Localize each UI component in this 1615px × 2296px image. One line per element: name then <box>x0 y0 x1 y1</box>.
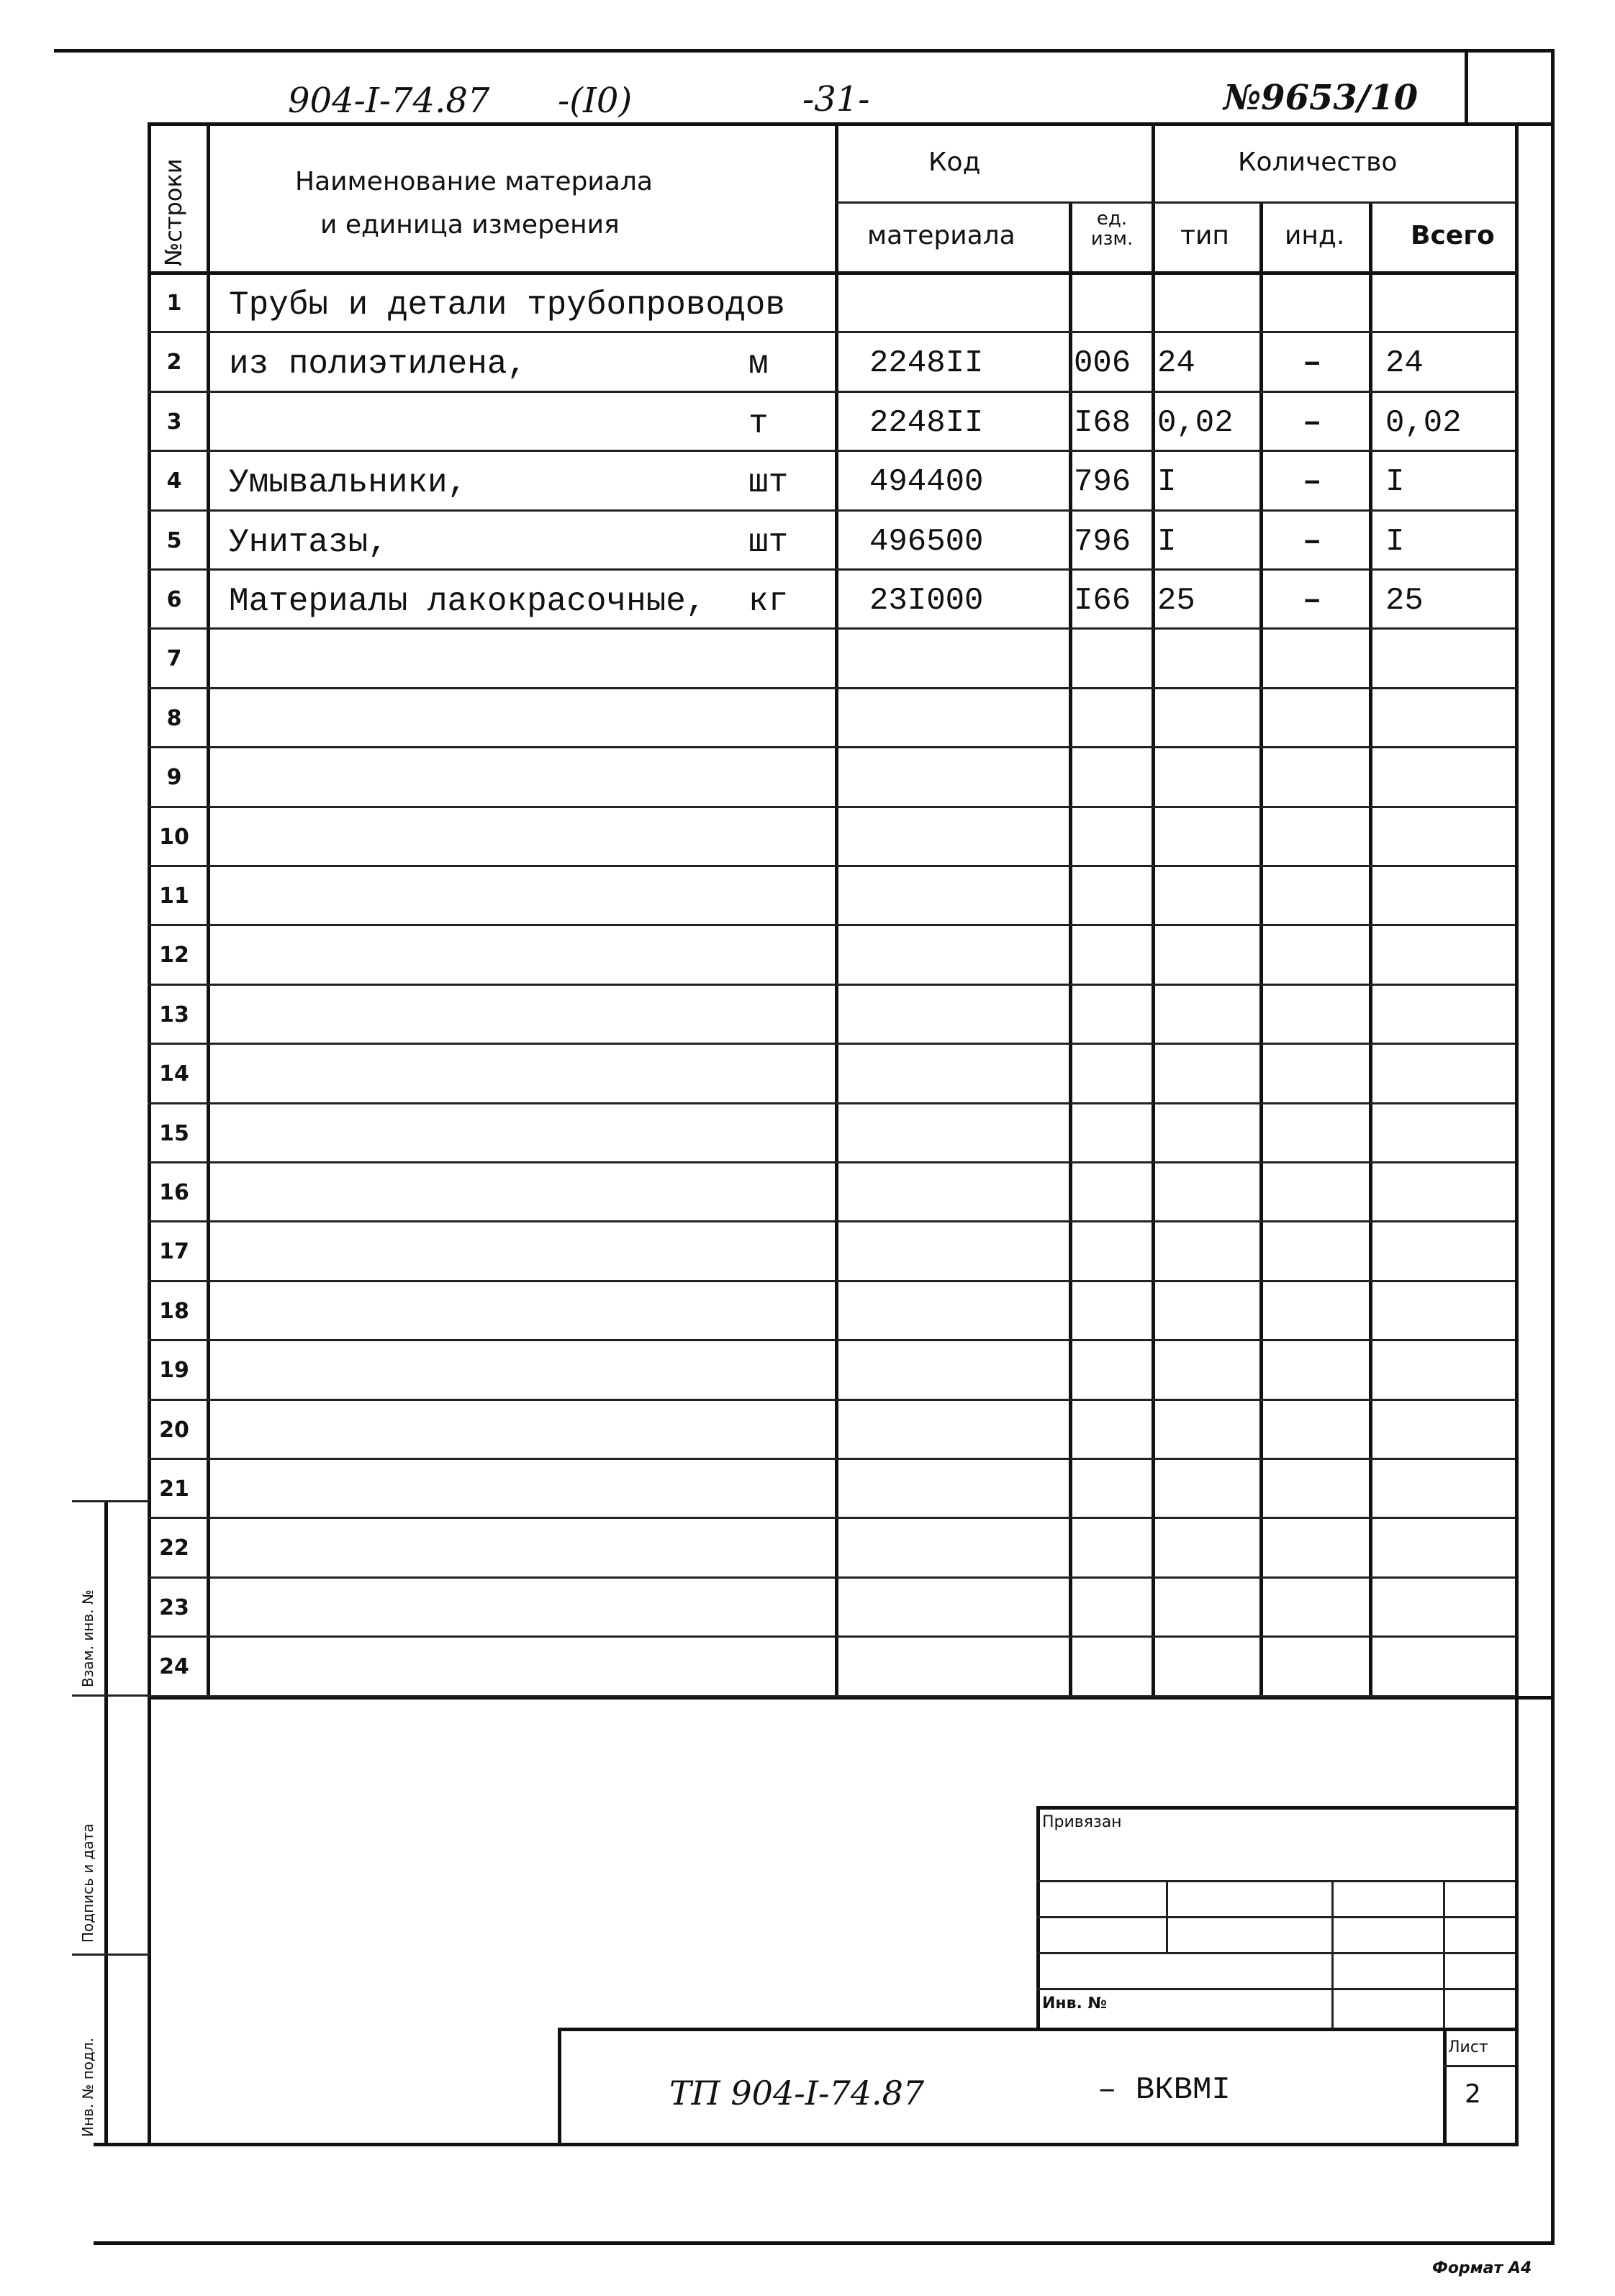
table-row <box>0 748 1615 807</box>
cell-n: 2 <box>166 350 182 376</box>
format-label: Формат А4 <box>1432 2259 1532 2277</box>
cell-n: 9 <box>166 765 182 791</box>
sheet-number: 2 <box>1465 2079 1481 2109</box>
sheet-box-left <box>1443 2028 1447 2144</box>
cell-total: 0,02 <box>1385 404 1462 441</box>
col-qty-type: тип <box>1180 221 1229 250</box>
cell-type: 0,02 <box>1157 404 1234 441</box>
stamp-col-3 <box>1443 1880 1445 2029</box>
cell-code: 23I000 <box>869 583 984 619</box>
cell-n: 12 <box>159 943 189 968</box>
col-name-line1: Наименование материала <box>295 167 653 196</box>
cell-n: 24 <box>159 1654 189 1680</box>
cell-n: 6 <box>166 587 182 612</box>
cell-name: Умывальники, <box>229 464 468 502</box>
cell-unit: шт <box>748 464 789 502</box>
cell-ucode: 796 <box>1074 523 1131 560</box>
col-code-label: Код <box>928 148 981 177</box>
side-strip-top <box>72 1500 150 1502</box>
cell-n: 1 <box>166 291 182 316</box>
inv-label: Инв. № <box>1042 1995 1108 2013</box>
col-row-no-label: №строки <box>160 158 187 266</box>
cell-total: 24 <box>1385 345 1424 382</box>
title-block-left <box>558 2028 561 2144</box>
cell-type: 25 <box>1157 583 1195 619</box>
cell-code: 494400 <box>869 464 984 501</box>
stamp-col-2 <box>1331 1880 1334 2029</box>
table-row <box>0 925 1615 984</box>
table-row <box>0 511 1615 570</box>
cell-unit: м <box>748 345 769 384</box>
table-row <box>0 1400 1615 1459</box>
col-qty-label: Количество <box>1238 148 1398 177</box>
cell-ind: – <box>1303 345 1322 382</box>
page-number: -31- <box>802 79 870 119</box>
table-row <box>0 1104 1615 1163</box>
stamp-title-suffix: – ВКВМI <box>1098 2072 1231 2108</box>
col-qty-total: Всего <box>1411 221 1495 250</box>
col-qty-ind: инд. <box>1285 221 1345 250</box>
cell-type: 24 <box>1157 345 1195 382</box>
cell-n: 13 <box>159 1002 189 1027</box>
table-row <box>0 273 1615 332</box>
table-row <box>0 1163 1615 1222</box>
doc-code: 904-I-74.87 <box>288 81 490 121</box>
table-row <box>0 985 1615 1044</box>
table-row <box>0 629 1615 688</box>
title-block-top <box>558 2028 1515 2031</box>
table-row <box>0 392 1615 451</box>
cell-total: I <box>1385 523 1405 560</box>
row-divider <box>148 1695 1515 1697</box>
side-label-inv-orig: Инв. № подл. <box>79 2038 96 2137</box>
table-row <box>0 1222 1615 1281</box>
cell-n: 7 <box>166 646 182 672</box>
cell-name: Унитазы, <box>229 523 388 561</box>
stamp-title: ТП 904-I-74.87 <box>669 2074 925 2113</box>
cell-total: I <box>1385 464 1405 501</box>
cell-ucode: I68 <box>1074 404 1131 441</box>
cell-n: 19 <box>159 1358 189 1384</box>
top-right-box <box>1465 49 1468 122</box>
table-row <box>0 570 1615 629</box>
cell-name: Материалы лакокрасочные, <box>229 583 706 620</box>
table-row <box>0 1578 1615 1637</box>
reg-number: №9653/10 <box>1223 78 1419 118</box>
cell-n: 5 <box>166 527 182 553</box>
table-row <box>0 1637 1615 1696</box>
cell-n: 18 <box>159 1298 189 1324</box>
doc-suffix: -(I0) <box>558 81 633 121</box>
cell-n: 11 <box>159 884 189 909</box>
cell-n: 8 <box>166 705 182 731</box>
side-strip-div1 <box>72 1694 150 1697</box>
cell-name: Трубы и детали трубопроводов <box>229 286 785 324</box>
cell-unit: кг <box>748 583 789 620</box>
table-row <box>0 1518 1615 1577</box>
cell-n: 20 <box>159 1417 189 1443</box>
cell-n: 16 <box>159 1180 189 1205</box>
table-row <box>0 866 1615 925</box>
col-code-unit: ед. изм. <box>1090 208 1134 250</box>
cell-n: 23 <box>159 1594 189 1620</box>
cell-ind: – <box>1303 583 1322 619</box>
frame-bottom <box>94 2241 1555 2245</box>
table-row <box>0 332 1615 391</box>
table-row <box>0 689 1615 748</box>
cell-ucode: I66 <box>1074 583 1131 619</box>
cell-n: 17 <box>159 1239 189 1265</box>
linked-label: Привязан <box>1042 1813 1122 1831</box>
cell-ind: – <box>1303 404 1322 441</box>
side-strip-div2 <box>72 1954 150 1956</box>
cell-n: 15 <box>159 1120 189 1146</box>
cell-type: I <box>1157 464 1177 501</box>
cell-code: 496500 <box>869 523 984 560</box>
cell-n: 14 <box>159 1061 189 1087</box>
cell-n: 4 <box>166 468 182 494</box>
table-row <box>0 451 1615 510</box>
header-mid-line <box>835 201 1515 204</box>
table-row <box>0 807 1615 866</box>
stamp-top <box>1036 1806 1515 1810</box>
cell-unit: шт <box>748 523 789 561</box>
cell-ucode: 006 <box>1074 345 1131 382</box>
cell-total: 25 <box>1385 583 1424 619</box>
cell-type: I <box>1157 523 1177 560</box>
cell-n: 21 <box>159 1476 189 1502</box>
col-code-material: материала <box>867 221 1015 250</box>
cell-unit: т <box>748 404 769 443</box>
side-label-replace-inv: Взам. инв. № <box>79 1589 96 1687</box>
cell-n: 10 <box>159 824 189 850</box>
frame-top <box>54 49 1555 53</box>
col-name-line2: и единица измерения <box>320 210 620 240</box>
cell-ucode: 796 <box>1074 464 1131 501</box>
table-top <box>148 122 1551 126</box>
stamp-col-1 <box>1166 1880 1168 1952</box>
sheet-label: Лист <box>1448 2038 1488 2056</box>
table-row <box>0 1340 1615 1399</box>
cell-n: 22 <box>159 1535 189 1561</box>
cell-ind: – <box>1303 464 1322 501</box>
cell-ind: – <box>1303 523 1322 560</box>
cell-code: 2248II <box>869 345 984 382</box>
cell-name: из полиэтилена, <box>229 345 528 384</box>
side-strip-right <box>104 1500 108 2144</box>
sheet-box-mid <box>1443 2065 1515 2067</box>
cell-code: 2248II <box>869 404 984 441</box>
table-row <box>0 1281 1615 1340</box>
table-row <box>0 1459 1615 1518</box>
inner-bottom <box>94 2143 1519 2146</box>
table-row <box>0 1044 1615 1103</box>
side-label-sign-date: Подпись и дата <box>79 1823 96 1943</box>
cell-n: 3 <box>166 409 182 435</box>
